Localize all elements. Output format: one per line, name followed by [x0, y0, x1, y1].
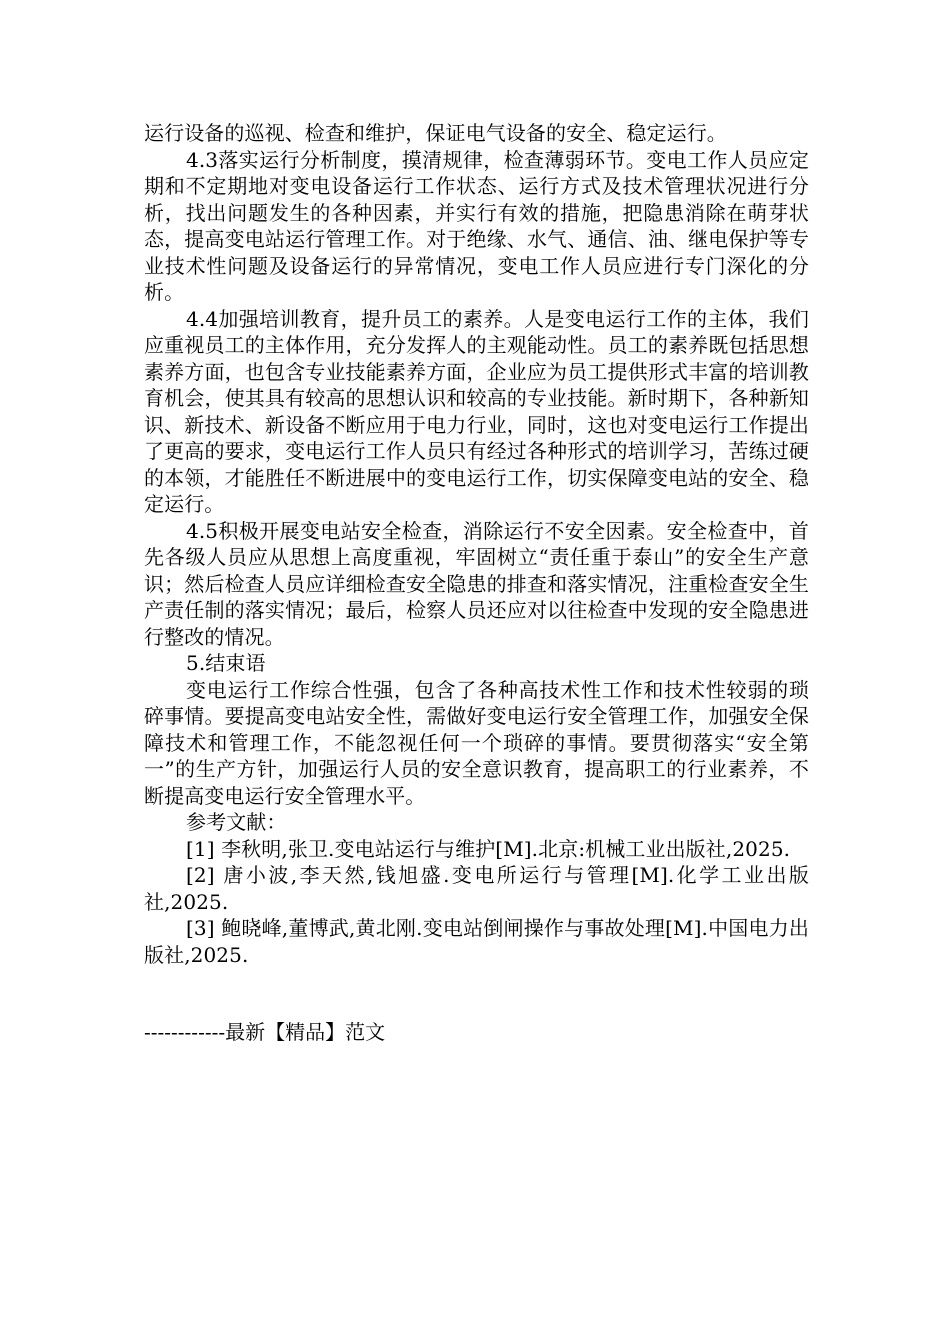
section-heading-conclusion: 5.结束语 [186, 651, 266, 675]
paragraph-conclusion: 变电运行工作综合性强，包含了各种高技术性工作和技术性较弱的琐碎事情。要提高变电站安全性，需做好变电运行安全管理工作，加强安全保障技术和管理工作，不能忽视任何一个琐碎的事情。要贯彻落实“安全第一”的生产方针，加强运行人员的安全意识教育，提高职工的行业素养，不断提高变电运行安全管理水平。 [144, 677, 809, 808]
paragraph-section-4-4: 4.4加强培训教育，提升员工的素养。人是变电运行工作的主体，我们应重视员工的主体作用，充分发挥人的主观能动性。员工的素养既包括思想素养方面，也包含专业技能素养方面，企业应为员工提供形式丰富的培训教育机会，使其具有较高的思想认识和较高的专业技能。新时期下，各种新知识、新技术、新设备不断应用于电力行业，同时，这也对变电运行工作提出了更高的要求，变电运行工作人员只有经过各种形式的培训学习，苦练过硬的本领，才能胜任不断进展中的变电运行工作，切实保障变电站的安全、稳定运行。 [144, 306, 809, 516]
paragraph-section-4-3: 4.3落实运行分析制度，摸清规律，检查薄弱环节。变电工作人员应定期和不定期地对变电设备运行工作状态、运行方式及技术管理状况进行分析，找出问题发生的各种因素，并实行有效的措施，把隐患消除在萌芽状态，提高变电站运行管理工作。对于绝缘、水气、通信、油、继电保护等专业技术性问题及设备运行的异常情况，变电工作人员应进行专门深化的分析。 [144, 147, 809, 304]
paragraph-continuation: 运行设备的巡视、检查和维护，保证电气设备的安全、稳定运行。 [144, 121, 727, 145]
reference-item-3: [3] 鲍晓峰,董博武,黄北刚.变电站倒闸操作与事故处理[M].中国电力出版社,2025. [144, 916, 809, 967]
footer-text: ------------最新【精品】范文 [144, 1020, 386, 1044]
document-body [144, 120, 809, 968]
reference-item-2: [2] 唐小波,李天然,钱旭盛.变电所运行与管理[M].化学工业出版社,2025. [144, 863, 809, 914]
reference-item-1: [1] 李秋明,张卫.变电站运行与维护[M].北京:机械工业出版社,2025. [186, 836, 791, 861]
paragraph-section-4-5: 4.5积极开展变电站安全检查，消除运行不安全因素。安全检查中，首先各级人员应从思想上高度重视，牢固树立“责任重于泰山”的安全生产意识；然后检查人员应详细检查安全隐患的排查和落实情况，注重检查安全生产责任制的落实情况；最后，检察人员还应对以往检查中发现的安全隐患进行整改的情况。 [144, 518, 809, 649]
references-heading: 参考文献： [186, 810, 287, 834]
